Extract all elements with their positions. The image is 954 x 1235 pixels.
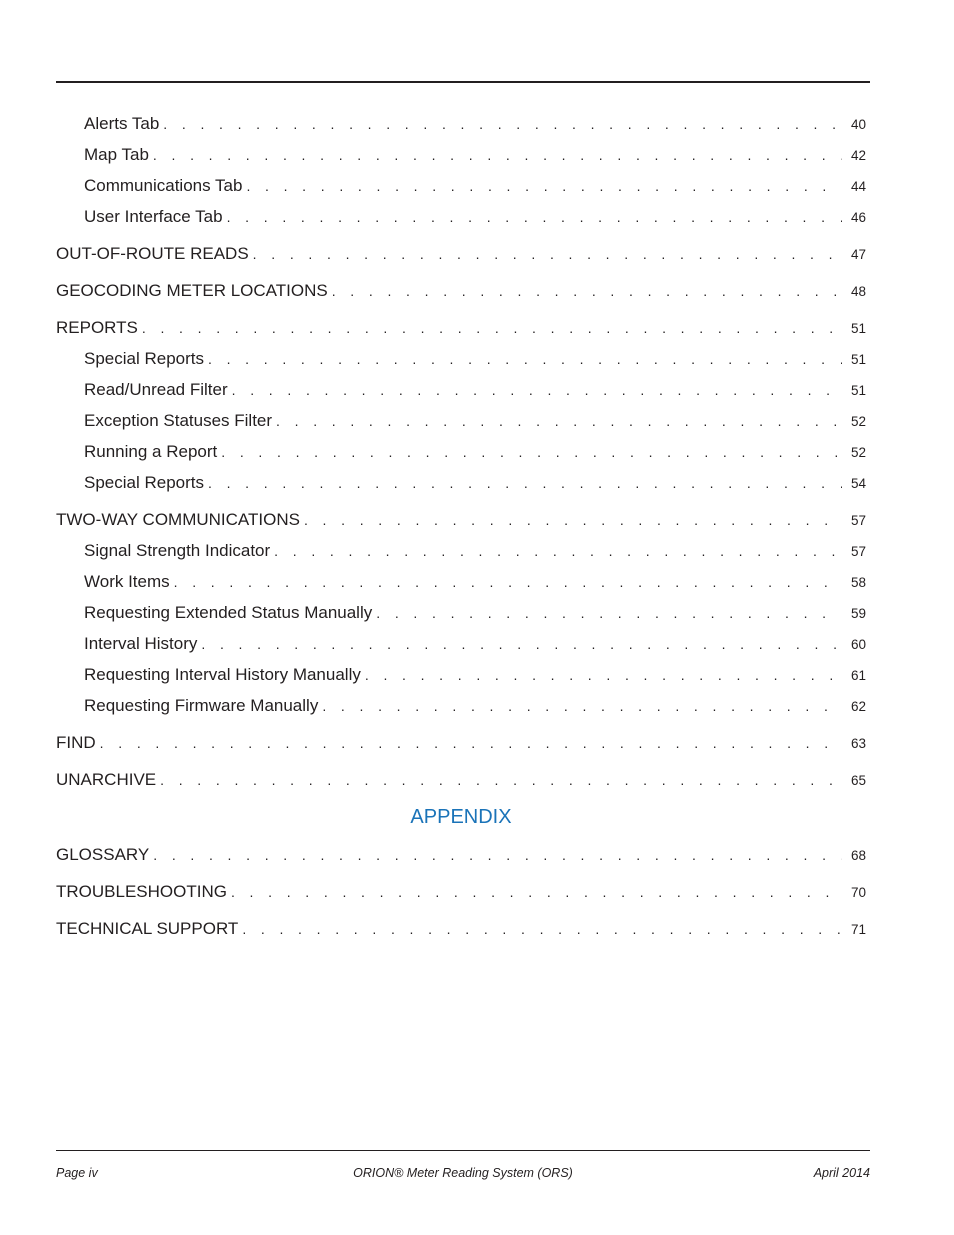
- footer-product: ORION® Meter Reading System (ORS): [353, 1166, 573, 1180]
- appendix-heading: APPENDIX: [410, 806, 512, 828]
- footer-rule: [56, 1150, 870, 1151]
- toc-entry-special-reports-2[interactable]: [56, 467, 866, 498]
- toc-entry-page: 59: [850, 606, 866, 621]
- toc-entry-find[interactable]: [56, 727, 866, 758]
- toc-entry-title: FIND: [56, 733, 96, 752]
- toc-entry-page: 58: [850, 575, 866, 590]
- toc-entry-page: 60: [850, 637, 866, 652]
- dot-leader: [142, 313, 842, 344]
- toc-entry-page: 68: [850, 848, 866, 863]
- toc-entry-title: REPORTS: [56, 318, 138, 337]
- dot-leader: [100, 728, 842, 759]
- toc-entry-page: 47: [850, 247, 866, 262]
- footer-page-label: Page iv: [56, 1166, 98, 1180]
- toc-entry-page: 51: [850, 352, 866, 367]
- toc-entry-special-reports[interactable]: [56, 343, 866, 374]
- header-rule: [56, 81, 870, 83]
- toc-entry-title: Requesting Interval History Manually: [84, 665, 361, 684]
- dot-leader: [163, 109, 842, 140]
- toc-entry-title: Running a Report: [84, 442, 218, 461]
- toc-entry-page: 70: [850, 885, 866, 900]
- dot-leader: [174, 567, 842, 598]
- toc-entry-title: UNARCHIVE: [56, 770, 157, 789]
- dot-leader: [221, 437, 842, 468]
- toc-entry-title: Special Reports: [84, 473, 205, 492]
- toc-entry-read-unread-filter[interactable]: [56, 374, 866, 405]
- dot-leader: [274, 536, 842, 567]
- dot-leader: [231, 877, 842, 908]
- toc-entry-page: 52: [850, 414, 866, 429]
- toc-entry-page: 44: [850, 179, 866, 194]
- toc-entry-page: 65: [850, 773, 866, 788]
- toc-entry-out-of-route-reads[interactable]: [56, 238, 866, 269]
- dot-leader: [365, 660, 842, 691]
- toc-entry-running-a-report[interactable]: [56, 436, 866, 467]
- toc-entry-page: 54: [850, 476, 866, 491]
- toc-entry-page: 48: [850, 284, 866, 299]
- toc-entry-page: 52: [850, 445, 866, 460]
- toc-entry-glossary[interactable]: [56, 839, 866, 870]
- toc-entry-title: Work Items: [84, 572, 170, 591]
- dot-leader: [153, 140, 842, 171]
- toc-entry-title: Requesting Firmware Manually: [84, 696, 319, 715]
- toc-entry-title: Special Reports: [84, 349, 205, 368]
- dot-leader: [232, 375, 842, 406]
- toc-entry-page: 51: [850, 321, 866, 336]
- toc-entry-exception-statuses-filter[interactable]: [56, 405, 866, 436]
- toc-entry-geocoding[interactable]: [56, 275, 866, 306]
- toc-entry-title: TECHNICAL SUPPORT: [56, 919, 239, 938]
- toc-entry-reports[interactable]: [56, 312, 866, 343]
- toc-entry-requesting-firmware[interactable]: [56, 690, 866, 721]
- dot-leader: [322, 691, 842, 722]
- toc-entry-work-items[interactable]: [56, 566, 866, 597]
- dot-leader: [227, 202, 842, 233]
- toc-entry-signal-strength-indicator[interactable]: [56, 535, 866, 566]
- toc-entry-technical-support[interactable]: [56, 913, 866, 944]
- toc-entry-title: TWO-WAY COMMUNICATIONS: [56, 510, 300, 529]
- dot-leader: [276, 406, 842, 437]
- toc-entry-page: 42: [850, 148, 866, 163]
- toc-entry-title: Communications Tab: [84, 176, 243, 195]
- toc-entry-alerts-tab[interactable]: [56, 108, 866, 139]
- dot-leader: [208, 344, 842, 375]
- toc-entry-title: User Interface Tab: [84, 207, 223, 226]
- toc-entry-title: GLOSSARY: [56, 845, 150, 864]
- toc-entry-page: 62: [850, 699, 866, 714]
- toc-entry-user-interface-tab[interactable]: [56, 201, 866, 232]
- toc-entry-communications-tab[interactable]: [56, 170, 866, 201]
- dot-leader: [201, 629, 842, 660]
- toc-entry-title: OUT-OF-ROUTE READS: [56, 244, 249, 263]
- dot-leader: [160, 765, 842, 796]
- toc-entry-map-tab[interactable]: [56, 139, 866, 170]
- dot-leader: [208, 468, 842, 499]
- toc-entry-unarchive[interactable]: [56, 764, 866, 795]
- toc-entry-title: Signal Strength Indicator: [84, 541, 271, 560]
- toc-entry-page: 57: [850, 544, 866, 559]
- toc-entry-two-way-communications[interactable]: [56, 504, 866, 535]
- dot-leader: [253, 239, 842, 270]
- toc-entry-page: 46: [850, 210, 866, 225]
- toc-entry-title: Alerts Tab: [84, 114, 160, 133]
- toc-entry-interval-history[interactable]: [56, 628, 866, 659]
- toc-entry-title: Map Tab: [84, 145, 149, 164]
- toc-entry-title: Exception Statuses Filter: [84, 411, 273, 430]
- toc-entry-title: GEOCODING METER LOCATIONS: [56, 281, 328, 300]
- toc-entry-troubleshooting[interactable]: [56, 876, 866, 907]
- toc-entry-page: 40: [850, 117, 866, 132]
- toc-entry-page: 63: [850, 736, 866, 751]
- toc-entry-requesting-interval-history[interactable]: [56, 659, 866, 690]
- dot-leader: [304, 505, 842, 536]
- toc-entry-title: Read/Unread Filter: [84, 380, 228, 399]
- dot-leader: [242, 914, 842, 945]
- table-of-contents: [56, 108, 866, 944]
- dot-leader: [153, 840, 842, 871]
- toc-entry-page: 71: [850, 922, 866, 937]
- toc-entry-requesting-extended-status[interactable]: [56, 597, 866, 628]
- toc-entry-title: Interval History: [84, 634, 198, 653]
- toc-entry-page: 57: [850, 513, 866, 528]
- toc-entry-page: 61: [850, 668, 866, 683]
- dot-leader: [332, 276, 842, 307]
- dot-leader: [246, 171, 842, 202]
- footer-date: April 2014: [813, 1166, 870, 1180]
- toc-entry-page: 51: [850, 383, 866, 398]
- toc-entry-title: Requesting Extended Status Manually: [84, 603, 373, 622]
- toc-entry-title: TROUBLESHOOTING: [56, 882, 227, 901]
- dot-leader: [376, 598, 842, 629]
